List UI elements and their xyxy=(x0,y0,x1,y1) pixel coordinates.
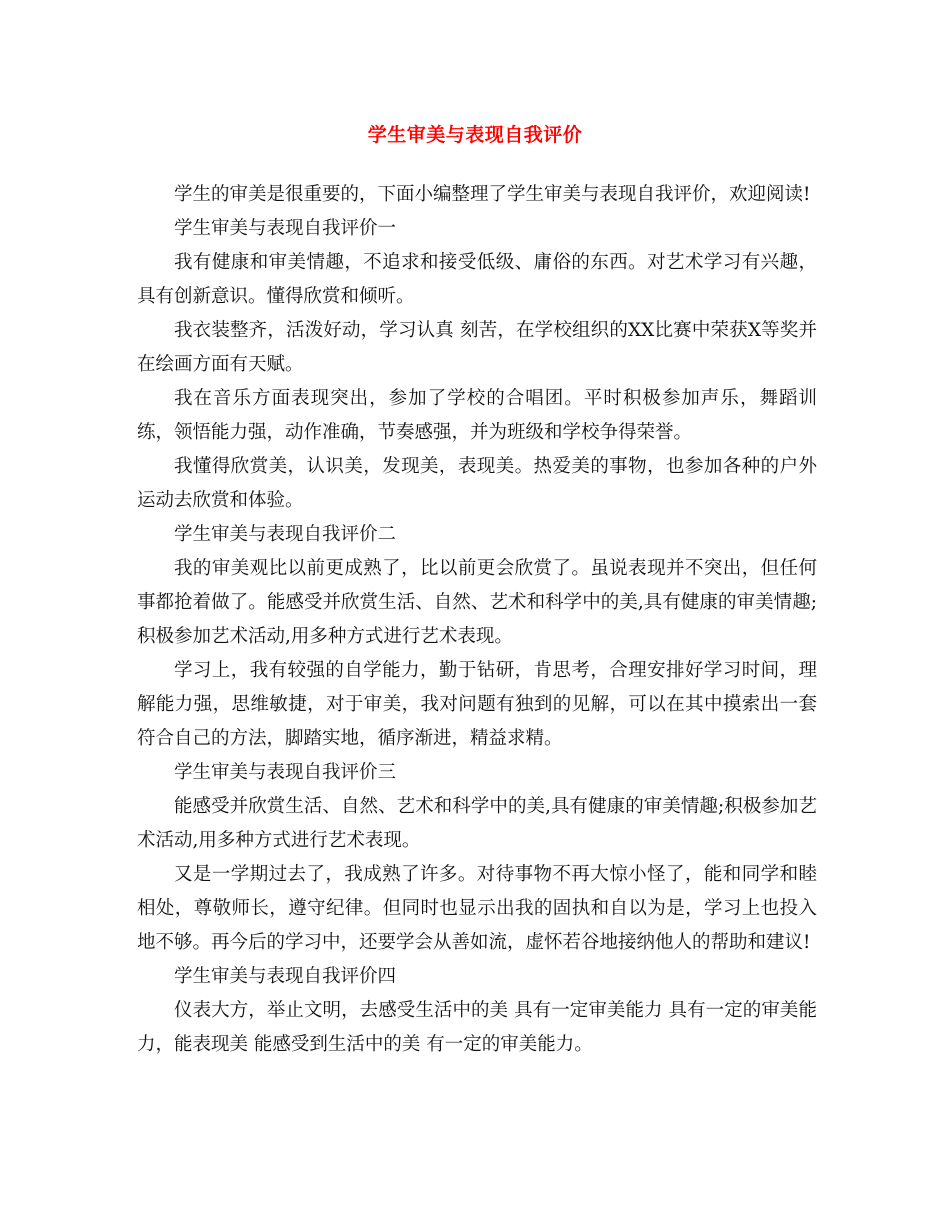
document-title: 学生审美与表现自我评价 xyxy=(367,124,583,146)
paragraph: 能感受并欣赏生活、自然、艺术和科学中的美,具有健康的审美情趣;积极参加艺术活动,用多种方式进行艺术表现。 xyxy=(137,796,817,851)
paragraph: 学习上，我有较强的自学能力，勤于钻研，肯思考，合理安排好学习时间，理解能力强，思维敏捷，对于审美，我对问题有独到的见解，可以在其中摸索出一套符合自己的方法，脚踏实地，循序渐进，精益求精。 xyxy=(137,660,817,749)
paragraph: 我衣装整齐，活泼好动，学习认真 刻苦，在学校组织的XX比赛中荣获X等奖并在绘画方面有天赋。 xyxy=(137,320,817,375)
paragraph: 我的审美观比以前更成熟了，比以前更会欣赏了。虽说表现并不突出，但任何事都抢着做了。能感受并欣赏生活、自然、艺术和科学中的美,具有健康的审美情趣;积极参加艺术活动,用多种方式进行艺术表现。 xyxy=(137,558,817,647)
section-heading-2: 学生审美与表现自我评价二 xyxy=(174,524,397,545)
section-heading-3: 学生审美与表现自我评价三 xyxy=(174,762,397,783)
paragraph: 我有健康和审美情趣，不追求和接受低级、庸俗的东西。对艺术学习有兴趣，具有创新意识。懂得欣赏和倾听。 xyxy=(137,252,817,307)
paragraph: 我在音乐方面表现突出，参加了学校的合唱团。平时积极参加声乐，舞蹈训练，领悟能力强，动作准确，节奏感强，并为班级和学校争得荣誉。 xyxy=(137,388,817,443)
document-body xyxy=(137,178,817,1062)
paragraph: 仪表大方，举止文明，去感受生活中的美 具有一定审美能力 具有一定的审美能力，能表现美 能感受到生活中的美 有一定的审美能力。 xyxy=(137,1000,817,1055)
section-heading-1: 学生审美与表现自我评价一 xyxy=(174,218,397,239)
paragraph: 我懂得欣赏美，认识美，发现美，表现美。热爱美的事物，也参加各种的户外运动去欣赏和体验。 xyxy=(137,456,817,511)
paragraph-intro: 学生的审美是很重要的，下面小编整理了学生审美与表现自我评价，欢迎阅读! xyxy=(174,184,811,205)
paragraph: 又是一学期过去了，我成熟了许多。对待事物不再大惊小怪了，能和同学和睦相处，尊敬师长，遵守纪律。但同时也显示出我的固执和自以为是，学习上也投入地不够。再今后的学习中，还要学会从善如流，虚怀若谷地接纳他人的帮助和建议! xyxy=(137,864,817,953)
section-heading-4: 学生审美与表现自我评价四 xyxy=(174,966,397,987)
